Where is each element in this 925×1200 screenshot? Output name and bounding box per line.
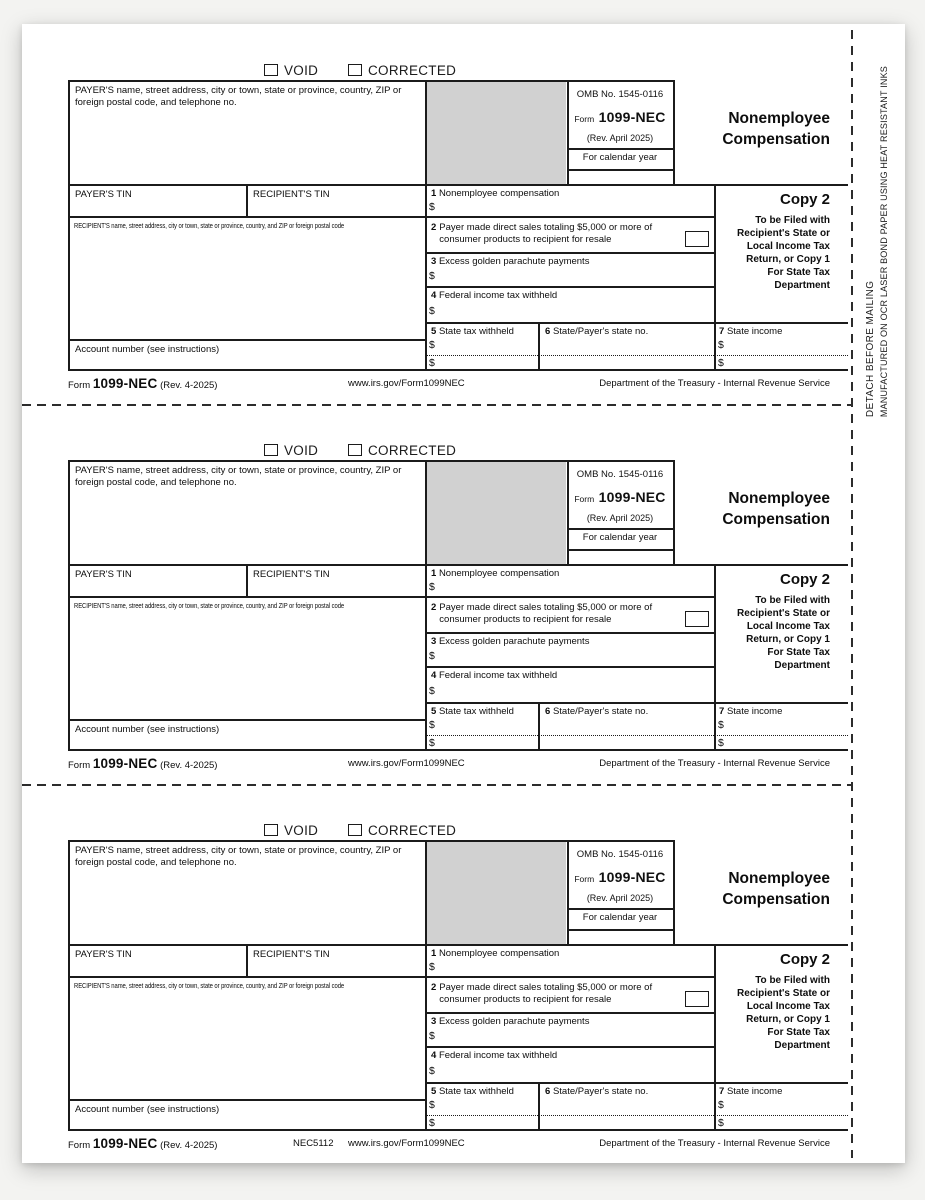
box1-number: 1 (431, 948, 437, 959)
copy-instructions-line: Return, or Copy 1 (746, 1014, 830, 1025)
copy-instructions-line: For State Tax (767, 1027, 830, 1038)
form-word: Form (574, 114, 595, 124)
recipient-tin-label: RECIPIENT'S TIN (253, 949, 330, 960)
footer-irs-url[interactable]: www.irs.gov/Form1099NEC (348, 1138, 465, 1149)
footer-department: Department of the Treasury - Internal Revenue Service (599, 378, 830, 389)
box5-amount-field-row2[interactable] (440, 357, 535, 369)
box6-number: 6 (545, 1086, 551, 1097)
box3-label: Excess golden parachute payments (438, 256, 590, 267)
payer-tin-field[interactable] (75, 580, 240, 594)
box7-dollar-sign: $ (718, 719, 724, 731)
box7-label: State income (726, 326, 783, 337)
box3-dollar-sign: $ (429, 650, 435, 662)
box6-state-no-field-row1[interactable] (545, 339, 710, 352)
box4-label: Federal income tax withheld (438, 1050, 558, 1061)
footer-form-id (68, 756, 217, 771)
box4-label: Federal income tax withheld (438, 670, 558, 681)
footer-revision: (Rev. 4-2025) (160, 380, 218, 391)
grid-line (68, 840, 674, 842)
box5-label: State tax withheld (438, 1086, 514, 1097)
copy-instructions-line: For State Tax (767, 267, 830, 278)
box1-label: Nonemployee compensation (438, 568, 560, 579)
account-number-field[interactable] (218, 342, 418, 366)
grid-line (425, 702, 848, 704)
recipient-info-label: RECIPIENT'S name, street address, city or town, state or province, country, and ZIP or foreign postal code (74, 601, 345, 610)
grid-line (673, 460, 675, 564)
box3-dollar-sign: $ (429, 1030, 435, 1042)
box5-dollar-sign-2: $ (429, 1117, 435, 1129)
form-grid (68, 80, 848, 371)
grid-line (425, 632, 715, 634)
box7-dollar-sign: $ (718, 339, 724, 351)
payer-info-field[interactable] (75, 874, 418, 940)
form-title-line1: Nonemployee (728, 110, 830, 127)
copy-instructions-line: Recipient's State or (737, 988, 830, 999)
grid-line (567, 528, 673, 530)
box7-number: 7 (719, 326, 725, 337)
payer-info-label: PAYER'S name, street address, city or town, state or province, country, ZIP or foreign postal code, and telephone no. (75, 465, 402, 489)
copy-instructions (737, 214, 830, 292)
box1-label: Nonemployee compensation (438, 188, 560, 199)
form-footer (68, 374, 848, 392)
grid-line (68, 460, 70, 750)
box6-state-no-field-row2[interactable] (545, 1117, 710, 1129)
box6-number: 6 (545, 706, 551, 717)
copy-instructions-line: Local Income Tax (746, 241, 830, 252)
form-title (722, 488, 830, 530)
box2-label: Payer made direct sales totaling $5,000 or more of consumer products to recipient for resale (439, 602, 653, 626)
box5-dollar-sign-2: $ (429, 737, 435, 749)
copy-instructions-line: Local Income Tax (746, 621, 830, 632)
void-checkbox[interactable] (264, 64, 278, 76)
grid-line (538, 322, 540, 370)
grid-line (246, 564, 248, 597)
box7-amount-field-row2[interactable] (729, 1117, 844, 1129)
payer-tin-field[interactable] (75, 200, 240, 214)
box7-number: 7 (719, 1086, 725, 1097)
corrected-label: CORRECTED (368, 823, 457, 838)
box4-amount-field[interactable] (440, 1065, 710, 1079)
box4-dollar-sign: $ (429, 1065, 435, 1077)
recipient-tin-field[interactable] (253, 200, 418, 214)
box5-number: 5 (431, 326, 437, 337)
box3-dollar-sign: $ (429, 270, 435, 282)
grid-line (68, 80, 674, 82)
footer-irs-url[interactable]: www.irs.gov/Form1099NEC (348, 378, 465, 389)
grid-line (68, 80, 70, 370)
box4-number: 4 (431, 670, 437, 681)
form-number: 1099-NEC (598, 489, 666, 505)
copy-instructions-line: Department (774, 280, 830, 291)
box6-label: State/Payer's state no. (552, 326, 649, 337)
recipient-info-label: RECIPIENT'S name, street address, city or town, state or province, country, and ZIP or foreign postal code (74, 221, 345, 230)
grid-line (538, 1082, 540, 1130)
void-label: VOID (284, 823, 319, 838)
copy-instructions (737, 594, 830, 672)
recipient-info-field[interactable] (74, 232, 419, 332)
box6-label: State/Payer's state no. (552, 706, 649, 717)
void-corrected-row (68, 823, 848, 839)
void-corrected-row (68, 63, 848, 79)
copy-instructions-line: Recipient's State or (737, 228, 830, 239)
form-1099nec-1 (68, 443, 848, 823)
box6-state-no-field-row2[interactable] (545, 737, 710, 749)
box6-label: State/Payer's state no. (552, 1086, 649, 1097)
grid-line (425, 1046, 715, 1048)
box5-dollar-sign: $ (429, 719, 435, 731)
grid-line (714, 944, 716, 1130)
vertical-perforation-line (851, 30, 853, 1158)
account-number-field[interactable] (218, 1102, 418, 1126)
box1-amount-field[interactable] (440, 200, 710, 214)
box7-dollar-sign: $ (718, 1099, 724, 1111)
account-number-label: Account number (see instructions) (75, 344, 220, 355)
grid-line (68, 184, 848, 186)
box7-label: State income (726, 706, 783, 717)
footer-form-word: Form (68, 380, 91, 391)
footer-department: Department of the Treasury - Internal Revenue Service (599, 1138, 830, 1149)
footer-form-number: 1099-NEC (92, 376, 158, 391)
form-grid (68, 840, 848, 1131)
box7-amount-field-row1[interactable] (729, 719, 844, 732)
revision-label: (Rev. April 2025) (586, 513, 654, 523)
grid-line (246, 944, 248, 977)
box7-dollar-sign-2: $ (718, 1117, 724, 1129)
corrected-checkbox[interactable] (348, 64, 362, 76)
recipient-tin-label: RECIPIENT'S TIN (253, 569, 330, 580)
grid-line (68, 719, 425, 721)
revision-label: (Rev. April 2025) (586, 893, 654, 903)
calendar-year-label: For calendar year (582, 152, 658, 163)
box5-amount-field-row1[interactable] (440, 1099, 535, 1112)
recipient-info-field[interactable] (74, 612, 419, 712)
copy-instructions-line: To be Filed with (755, 215, 830, 226)
form-title (722, 108, 830, 150)
box1-dollar-sign: $ (429, 581, 435, 593)
recipient-tin-field[interactable] (253, 960, 418, 974)
grid-line (425, 80, 427, 370)
grid-line (68, 339, 425, 341)
payer-tin-label: PAYER'S TIN (75, 569, 132, 580)
grid-line (68, 944, 848, 946)
box5-dollar-sign-2: $ (429, 357, 435, 369)
box1-number: 1 (431, 188, 437, 199)
payer-info-label: PAYER'S name, street address, city or town, state or province, country, ZIP or foreign postal code, and telephone no. (75, 85, 402, 109)
footer-form-number: 1099-NEC (92, 1136, 158, 1151)
copy-instructions-line: Local Income Tax (746, 1001, 830, 1012)
box3-amount-field[interactable] (440, 650, 710, 664)
grid-line (714, 184, 716, 370)
box2-checkbox[interactable] (685, 611, 709, 627)
payer-tin-field[interactable] (75, 960, 240, 974)
payer-tin-label: PAYER'S TIN (75, 949, 132, 960)
grid-line (425, 460, 427, 750)
calendar-year-label: For calendar year (582, 912, 658, 923)
payer-tin-label: PAYER'S TIN (75, 189, 132, 200)
box5-amount-field-row1[interactable] (440, 339, 535, 352)
grid-line (673, 840, 675, 944)
box5-label: State tax withheld (438, 326, 514, 337)
corrected-label: CORRECTED (368, 443, 457, 458)
box2-label: Payer made direct sales totaling $5,000 or more of consumer products to recipient for resale (439, 222, 653, 246)
omb-number: OMB No. 1545-0116 (576, 469, 664, 480)
payer-info-field[interactable] (75, 494, 418, 560)
grid-line (68, 840, 70, 1130)
box2-number: 2 (431, 602, 437, 613)
copy-instructions-line: Return, or Copy 1 (746, 254, 830, 265)
box2-checkbox[interactable] (685, 991, 709, 1007)
box3-label: Excess golden parachute payments (438, 1016, 590, 1027)
void-label: VOID (284, 443, 319, 458)
box4-number: 4 (431, 1050, 437, 1061)
grid-line (425, 1012, 715, 1014)
form-word: Form (574, 874, 595, 884)
grid-line (425, 322, 848, 324)
box2-number: 2 (431, 222, 437, 233)
form-title-line1: Nonemployee (728, 870, 830, 887)
box4-amount-field[interactable] (440, 685, 710, 699)
box2-number: 2 (431, 982, 437, 993)
copy-instructions (737, 974, 830, 1052)
box7-dollar-sign-2: $ (718, 737, 724, 749)
box5-label: State tax withheld (438, 706, 514, 717)
footer-form-id (68, 376, 217, 391)
form-title-line2: Compensation (722, 511, 830, 528)
grid-line (714, 564, 716, 750)
footer-form-word: Form (68, 760, 91, 771)
grid-line (425, 1082, 848, 1084)
box4-dollar-sign: $ (429, 685, 435, 697)
box2-checkbox[interactable] (685, 231, 709, 247)
box3-label: Excess golden parachute payments (438, 636, 590, 647)
edge-text-area (865, 66, 889, 417)
box6-number: 6 (545, 326, 551, 337)
manufactured-note-text: MANUFACTURED ON OCR LASER BOND PAPER USING HEAT RESISTANT INKS (879, 66, 889, 418)
form-1099nec-2 (68, 823, 848, 1163)
box1-dollar-sign: $ (429, 961, 435, 973)
calendar-year-field[interactable] (567, 170, 673, 183)
copy-instructions-line: Return, or Copy 1 (746, 634, 830, 645)
payer-info-label: PAYER'S name, street address, city or town, state or province, country, ZIP or foreign postal code, and telephone no. (75, 845, 402, 869)
grid-line (246, 184, 248, 217)
box7-amount-field-row1[interactable] (729, 1099, 844, 1112)
footer-revision: (Rev. 4-2025) (160, 760, 218, 771)
omb-number: OMB No. 1545-0116 (576, 849, 664, 860)
shaded-box (426, 841, 566, 944)
payer-info-field[interactable] (75, 114, 418, 180)
box3-number: 3 (431, 1016, 437, 1027)
box4-label: Federal income tax withheld (438, 290, 558, 301)
grid-line (68, 564, 848, 566)
form-title-line2: Compensation (722, 131, 830, 148)
void-label: VOID (284, 63, 319, 78)
box3-amount-field[interactable] (440, 270, 710, 284)
grid-line (425, 666, 715, 668)
omb-number: OMB No. 1545-0116 (576, 89, 664, 100)
grid-line (68, 216, 715, 218)
copy-instructions-line: Department (774, 660, 830, 671)
void-checkbox[interactable] (264, 444, 278, 456)
box1-amount-field[interactable] (440, 960, 710, 974)
copy-instructions-line: Department (774, 1040, 830, 1051)
calendar-year-field[interactable] (567, 550, 673, 563)
box6-state-no-field-row1[interactable] (545, 1099, 710, 1112)
copy-instructions-line: For State Tax (767, 647, 830, 658)
box5-number: 5 (431, 1086, 437, 1097)
form-footer (68, 1134, 848, 1152)
copy-label: Copy 2 (779, 191, 830, 208)
footer-form-id (68, 1136, 217, 1151)
detach-before-mailing-text: DETACH BEFORE MAILING (865, 280, 876, 418)
footer-form-word: Form (68, 1140, 91, 1151)
grid-line (425, 252, 715, 254)
box4-number: 4 (431, 290, 437, 301)
form-number: 1099-NEC (598, 869, 666, 885)
amount-dotted-line (426, 1115, 848, 1116)
box1-dollar-sign: $ (429, 201, 435, 213)
recipient-tin-field[interactable] (253, 580, 418, 594)
grid-line (68, 749, 848, 751)
copy-label: Copy 2 (779, 951, 830, 968)
shaded-box (426, 81, 566, 184)
account-number-field[interactable] (218, 722, 418, 746)
grid-line (68, 369, 848, 371)
form-word: Form (574, 494, 595, 504)
box5-amount-field-row2[interactable] (440, 1117, 535, 1129)
box7-label: State income (726, 1086, 783, 1097)
grid-line (425, 286, 715, 288)
box1-number: 1 (431, 568, 437, 579)
calendar-year-field[interactable] (567, 930, 673, 943)
footer-irs-url[interactable]: www.irs.gov/Form1099NEC (348, 758, 465, 769)
grid-line (538, 702, 540, 750)
grid-line (68, 1129, 848, 1131)
grid-line (68, 976, 715, 978)
box5-dollar-sign: $ (429, 1099, 435, 1111)
forms-container (68, 63, 848, 1163)
amount-dotted-line (426, 735, 848, 736)
void-corrected-row (68, 443, 848, 459)
footer-department: Department of the Treasury - Internal Revenue Service (599, 758, 830, 769)
shaded-box (426, 461, 566, 564)
recipient-info-field[interactable] (74, 992, 419, 1092)
void-checkbox[interactable] (264, 824, 278, 836)
box4-amount-field[interactable] (440, 305, 710, 319)
box3-number: 3 (431, 636, 437, 647)
grid-line (425, 840, 427, 1130)
box5-amount-field-row2[interactable] (440, 737, 535, 749)
form-sheet (22, 24, 905, 1163)
grid-line (68, 596, 715, 598)
perforation-line (22, 784, 852, 786)
box1-amount-field[interactable] (440, 580, 710, 594)
corrected-checkbox[interactable] (348, 444, 362, 456)
box3-amount-field[interactable] (440, 1030, 710, 1044)
form-grid (68, 460, 848, 751)
account-number-label: Account number (see instructions) (75, 1104, 220, 1115)
box5-dollar-sign: $ (429, 339, 435, 351)
corrected-checkbox[interactable] (348, 824, 362, 836)
box5-number: 5 (431, 706, 437, 717)
copy-instructions-line: Recipient's State or (737, 608, 830, 619)
copy-label: Copy 2 (779, 571, 830, 588)
box7-amount-field-row2[interactable] (729, 737, 844, 749)
box5-amount-field-row1[interactable] (440, 719, 535, 732)
footer-form-number: 1099-NEC (92, 756, 158, 771)
footer-revision: (Rev. 4-2025) (160, 1140, 218, 1151)
recipient-info-label: RECIPIENT'S name, street address, city or town, state or province, country, and ZIP or foreign postal code (74, 981, 345, 990)
box7-amount-field-row1[interactable] (729, 339, 844, 352)
grid-line (68, 460, 674, 462)
box6-state-no-field-row2[interactable] (545, 357, 710, 369)
box7-number: 7 (719, 706, 725, 717)
footer-product-code: NEC5112 (293, 1138, 334, 1149)
grid-line (567, 148, 673, 150)
form-footer (68, 754, 848, 772)
perforation-line (22, 404, 852, 406)
grid-line (673, 80, 675, 184)
grid-line (68, 1099, 425, 1101)
box4-dollar-sign: $ (429, 305, 435, 317)
box3-number: 3 (431, 256, 437, 267)
form-title (722, 868, 830, 910)
calendar-year-label: For calendar year (582, 532, 658, 543)
box7-dollar-sign-2: $ (718, 357, 724, 369)
account-number-label: Account number (see instructions) (75, 724, 220, 735)
box1-label: Nonemployee compensation (438, 948, 560, 959)
grid-line (567, 908, 673, 910)
form-title-line2: Compensation (722, 891, 830, 908)
form-title-line1: Nonemployee (728, 490, 830, 507)
box6-state-no-field-row1[interactable] (545, 719, 710, 732)
box7-amount-field-row2[interactable] (729, 357, 844, 369)
corrected-label: CORRECTED (368, 63, 457, 78)
copy-instructions-line: To be Filed with (755, 975, 830, 986)
form-1099nec-0 (68, 63, 848, 443)
recipient-tin-label: RECIPIENT'S TIN (253, 189, 330, 200)
amount-dotted-line (426, 355, 848, 356)
revision-label: (Rev. April 2025) (586, 133, 654, 143)
box2-label: Payer made direct sales totaling $5,000 or more of consumer products to recipient for resale (439, 982, 653, 1006)
form-number: 1099-NEC (598, 109, 666, 125)
copy-instructions-line: To be Filed with (755, 595, 830, 606)
